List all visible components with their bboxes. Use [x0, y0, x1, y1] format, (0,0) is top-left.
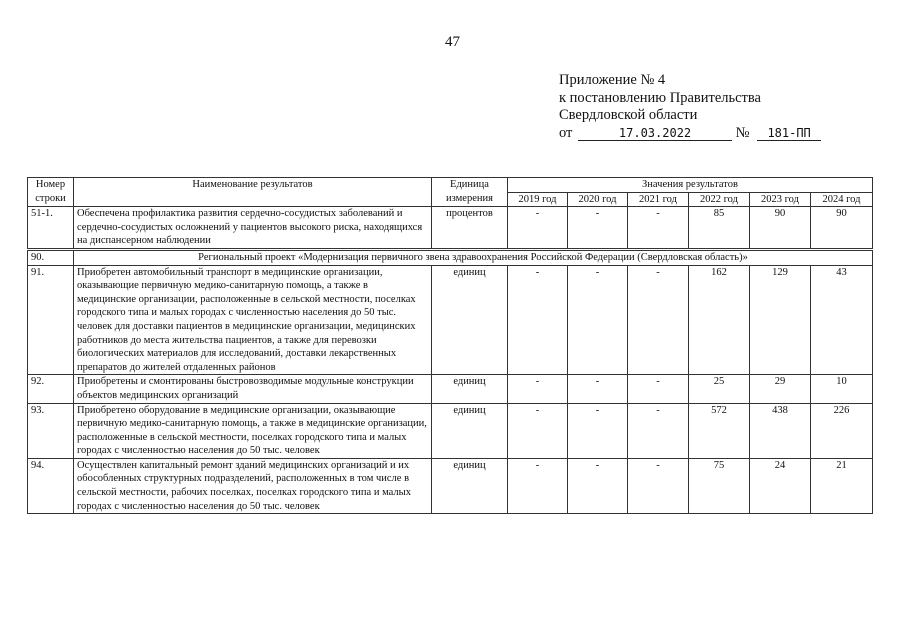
result-unit: единиц	[432, 403, 508, 458]
regional-project-title: Региональный проект «Модернизация первичного звена здравоохранения Российской Федерации (Свердловская область)»	[74, 249, 873, 265]
value-2020: -	[568, 375, 628, 403]
value-2021: -	[628, 265, 689, 375]
appendix-header	[559, 72, 821, 142]
row-number: 51-1.	[28, 207, 74, 250]
results-table	[27, 177, 873, 514]
value-2020: -	[568, 207, 628, 250]
row-number: 93.	[28, 403, 74, 458]
row-number: 94.	[28, 458, 74, 513]
result-unit: единиц	[432, 265, 508, 375]
result-name: Приобретено оборудование в медицинские организации, оказывающие первичную медико-санитарную помощь, а также в медицинские организации, расположенные в сельской местности, поселках городского типа и малых городах с численностью населения до 50 тыс. человек	[74, 403, 432, 458]
result-unit: единиц	[432, 458, 508, 513]
value-2020: -	[568, 265, 628, 375]
table-row	[28, 458, 873, 513]
value-2019: -	[508, 207, 568, 250]
value-2019: -	[508, 265, 568, 375]
row-number: 91.	[28, 265, 74, 375]
value-2021: -	[628, 458, 689, 513]
value-2024: 90	[811, 207, 873, 250]
header-year-2023: 2023 год	[750, 192, 811, 207]
resolution-number: 181-ПП	[757, 126, 821, 141]
result-name: Приобретены и смонтированы быстровозводимые модульные конструкции объектов медицинских организаций	[74, 375, 432, 403]
value-2023: 129	[750, 265, 811, 375]
resolution-date: 17.03.2022	[578, 126, 732, 141]
table-row	[28, 265, 873, 375]
header-year-2020: 2020 год	[568, 192, 628, 207]
value-2022: 75	[689, 458, 750, 513]
value-2022: 572	[689, 403, 750, 458]
row-number: 90.	[28, 249, 74, 265]
appendix-date-line	[559, 125, 821, 143]
value-2019: -	[508, 458, 568, 513]
value-2024: 10	[811, 375, 873, 403]
value-2023: 29	[750, 375, 811, 403]
appendix-title: Приложение № 4	[559, 72, 666, 88]
value-2021: -	[628, 403, 689, 458]
header-values-group: Значения результатов	[508, 178, 873, 193]
header-year-2022: 2022 год	[689, 192, 750, 207]
value-2024: 43	[811, 265, 873, 375]
value-2021: -	[628, 375, 689, 403]
value-2022: 162	[689, 265, 750, 375]
value-2021: -	[628, 207, 689, 250]
value-2024: 226	[811, 403, 873, 458]
result-name: Обеспечена профилактика развития сердечно-сосудистых заболеваний и сердечно-сосудистых осложнений у пациентов высокого риска, находящихся на диспансерном наблюдении	[74, 207, 432, 250]
from-label: от	[559, 124, 573, 141]
header-year-2019: 2019 год	[508, 192, 568, 207]
page-number: 47	[445, 34, 460, 50]
value-2019: -	[508, 375, 568, 403]
value-2022: 25	[689, 375, 750, 403]
table-row	[28, 403, 873, 458]
table-row	[28, 207, 873, 250]
value-2023: 24	[750, 458, 811, 513]
header-row-number: Номер строки	[28, 178, 74, 207]
value-2020: -	[568, 458, 628, 513]
result-name: Приобретен автомобильный транспорт в медицинские организации, оказывающие первичную медико-санитарную помощь, а также в медицинские организации, расположенные в сельской местности, поселках городского типа и малых городах с численностью населения до 50 тыс. человек для доставки пациентов в медицинские организации, медицинских работников до места жительства пациентов, а также для перевозки биологических материалов для исследований, доставки лекарственных препаратов до жителей отдаленных районов	[74, 265, 432, 375]
row-number: 92.	[28, 375, 74, 403]
value-2020: -	[568, 403, 628, 458]
header-unit: Единица измерения	[432, 178, 508, 207]
header-year-2024: 2024 год	[811, 192, 873, 207]
appendix-resolution: к постановлению Правительства	[559, 89, 761, 106]
value-2024: 21	[811, 458, 873, 513]
table-row	[28, 375, 873, 403]
value-2022: 85	[689, 207, 750, 250]
result-unit: процентов	[432, 207, 508, 250]
result-unit: единиц	[432, 375, 508, 403]
result-name: Осуществлен капитальный ремонт зданий медицинских организаций и их обособленных структурных подразделений, расположенных в том числе в сельской местности, рабочих поселках, поселках городского типа и малых городах с численностью населения до 50 тыс. человек	[74, 458, 432, 513]
appendix-region: Свердловской области	[559, 107, 698, 123]
number-label: №	[735, 124, 750, 141]
value-2023: 438	[750, 403, 811, 458]
value-2019: -	[508, 403, 568, 458]
table-row-section	[28, 249, 873, 265]
header-year-2021: 2021 год	[628, 192, 689, 207]
value-2023: 90	[750, 207, 811, 250]
header-name: Наименование результатов	[74, 178, 432, 207]
